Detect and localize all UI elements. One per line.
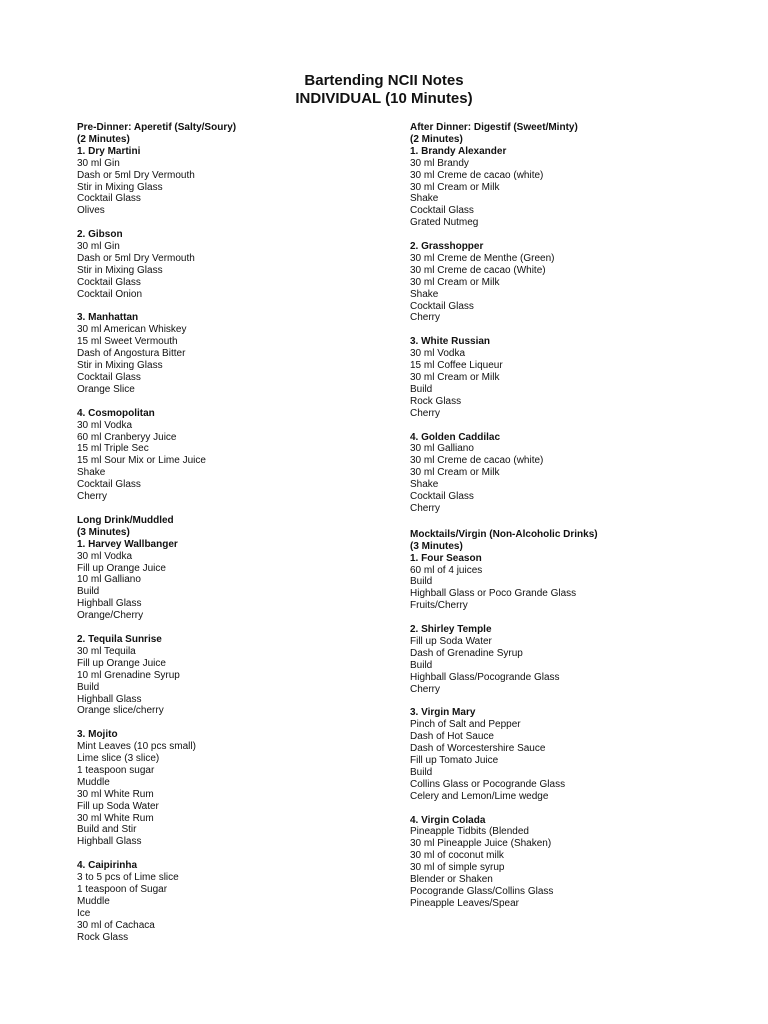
recipe-line: Shake — [410, 479, 439, 491]
drink-recipe — [77, 729, 377, 848]
drink-recipe — [77, 408, 377, 503]
section-heading: Mocktails/Virgin (Non-Alcoholic Drinks) — [410, 528, 598, 540]
drink-name: 2. Shirley Temple — [410, 624, 492, 636]
recipe-line: Highball Glass — [77, 693, 142, 705]
drink-recipe — [410, 432, 730, 515]
recipe-line: Muddle — [77, 776, 110, 788]
drink-name: 2. Tequila Sunrise — [77, 634, 162, 645]
drink-recipe — [77, 312, 377, 395]
section-heading: Long Drink/Muddled — [77, 514, 174, 526]
recipe-line: 15 ml Sweet Vermouth — [77, 336, 178, 348]
recipe-line: Rock Glass — [77, 931, 129, 943]
drink-name: 2. Grasshopper — [410, 241, 484, 253]
recipe-line: Pinch of Salt and Pepper — [410, 719, 521, 731]
recipe-line: Shake — [77, 467, 106, 479]
recipe-line: Highball Glass — [77, 836, 142, 848]
recipe-line: 30 ml White Rum — [77, 788, 154, 800]
recipe-line: 30 ml Vodka — [410, 348, 466, 360]
recipe-line: Pineapple Tidbits (Blended — [410, 826, 529, 838]
recipe-line: Build — [410, 383, 433, 395]
drink-name: 3. Manhattan — [77, 312, 139, 324]
recipe-line: Rock Glass — [410, 395, 462, 407]
section — [77, 122, 377, 503]
drink-recipe — [410, 146, 730, 229]
recipe-line: Build — [410, 659, 433, 671]
drink-recipe — [77, 229, 377, 300]
recipe-line: 15 ml Sour Mix or Lime Juice — [77, 455, 206, 467]
drink-name: 3. White Russian — [410, 336, 491, 348]
recipe-line: Orange slice/cherry — [77, 705, 164, 717]
recipe-line: Highball Glass or Poco Grande Glass — [410, 588, 577, 600]
drink-recipe — [410, 336, 730, 419]
drink-name: 4. Virgin Colada — [410, 814, 486, 826]
recipe-line: Stir in Mixing Glass — [77, 181, 163, 193]
recipe-line: 30 ml Vodka — [77, 419, 133, 431]
recipe-line: Lime slice (3 slice) — [77, 753, 160, 765]
recipe-line: 30 ml Cream or Milk — [410, 467, 500, 479]
recipe-line: Stir in Mixing Glass — [77, 264, 163, 276]
recipe-line: 30 ml Creme de cacao (white) — [410, 169, 544, 181]
recipe-line: Cocktail Glass — [410, 491, 474, 503]
recipe-line: 15 ml Coffee Liqueur — [410, 360, 503, 372]
recipe-line: 30 ml Creme de cacao (White) — [410, 264, 546, 276]
drink-name: 4. Cosmopolitan — [77, 407, 155, 419]
recipe-line: 30 ml Cream or Milk — [410, 181, 500, 193]
recipe-line: 30 ml Galliano — [410, 443, 474, 455]
section-time: (3 Minutes) — [410, 540, 463, 552]
drink-recipe — [410, 241, 730, 324]
recipe-line: Grated Nutmeg — [410, 217, 479, 229]
recipe-line: 1 teaspoon sugar — [77, 764, 155, 776]
recipe-line: Cherry — [410, 683, 441, 695]
recipe-line: Cherry — [77, 491, 108, 503]
recipe-line: Dash of Grenadine Syrup — [410, 647, 523, 659]
recipe-line: Cocktail Glass — [410, 205, 474, 217]
recipe-line: Collins Glass or Pocogrande Glass — [410, 778, 566, 790]
recipe-line: 60 ml of 4 juices — [410, 564, 483, 576]
recipe-line: Shake — [410, 288, 439, 300]
section-heading: Pre-Dinner: Aperetif (Salty/Soury) — [77, 122, 237, 133]
recipe-line: 30 ml of simple syrup — [410, 862, 505, 874]
recipe-line: Cocktail Onion — [77, 288, 143, 300]
section-time: (2 Minutes) — [77, 133, 130, 145]
recipe-line: Highball Glass — [77, 598, 142, 610]
drink-recipe — [77, 634, 377, 717]
recipe-line: Fill up Tomato Juice — [410, 755, 499, 767]
recipe-line: 30 ml Gin — [77, 157, 120, 169]
recipe-line: 30 ml Creme de cacao (white) — [410, 455, 544, 467]
title-line-2: INDIVIDUAL (10 Minutes) — [295, 90, 473, 107]
recipe-line: Cocktail Glass — [77, 193, 141, 205]
recipe-line: Mint Leaves (10 pcs small) — [77, 741, 196, 753]
section-heading: After Dinner: Digestif (Sweet/Minty) — [410, 122, 578, 133]
recipe-line: Dash of Hot Sauce — [410, 731, 494, 743]
recipe-line: 30 ml of Cachaca — [77, 919, 155, 931]
recipe-line: 60 ml Cranberyy Juice — [77, 431, 177, 443]
section — [77, 515, 377, 944]
recipe-line: Fill up Orange Juice — [77, 562, 166, 574]
recipe-line: 30 ml of coconut milk — [410, 850, 504, 862]
recipe-line: 1 teaspoon of Sugar — [77, 884, 168, 895]
recipe-line: 30 ml Vodka — [77, 550, 133, 562]
recipe-line: Olives — [77, 205, 105, 217]
recipe-line: Dash of Worcestershire Sauce — [410, 743, 546, 755]
drink-name: 1. Dry Martini — [77, 145, 141, 157]
recipe-line: Ice — [77, 907, 91, 919]
recipe-line: Cocktail Glass — [77, 372, 141, 383]
recipe-line: 30 ml Creme de Menthe (Green) — [410, 252, 555, 264]
drink-name: 1. Brandy Alexander — [410, 145, 507, 157]
drink-recipe — [77, 146, 377, 217]
drink-recipe — [77, 860, 377, 943]
recipe-line: Cherry — [410, 502, 441, 514]
drink-name: 1. Harvey Wallbanger — [77, 538, 178, 550]
recipe-line: Highball Glass/Pocogrande Glass — [410, 671, 560, 683]
recipe-line: 30 ml Brandy — [410, 157, 469, 169]
drink-recipe — [410, 707, 730, 802]
recipe-line: Dash or 5ml Dry Vermouth — [77, 169, 195, 181]
recipe-line: Stir in Mixing Glass — [77, 360, 163, 372]
recipe-line: Cocktail Glass — [410, 300, 474, 312]
recipe-line: Orange Slice — [77, 383, 135, 395]
recipe-line: Pineapple Leaves/Spear — [410, 897, 519, 909]
recipe-line: Cherry — [410, 312, 441, 324]
drink-recipe — [410, 553, 730, 613]
recipe-line: Celery and Lemon/Lime wedge — [410, 790, 549, 802]
recipe-line: 30 ml Cream or Milk — [410, 372, 500, 383]
right-column — [410, 122, 730, 910]
recipe-line: Build — [77, 681, 100, 693]
recipe-line: 10 ml Grenadine Syrup — [77, 669, 180, 681]
recipe-line: Build and Stir — [77, 824, 137, 836]
recipe-line: 15 ml Triple Sec — [77, 443, 149, 455]
recipe-line: 30 ml American Whiskey — [77, 324, 187, 336]
recipe-line: 30 ml Tequila — [77, 645, 136, 657]
title-line-1: Bartending NCII Notes — [304, 72, 464, 89]
recipe-line: 10 ml Galliano — [77, 574, 141, 586]
drink-name: 3. Mojito — [77, 729, 118, 741]
recipe-line: Pocogrande Glass/Collins Glass — [410, 886, 554, 897]
recipe-line: Muddle — [77, 895, 110, 907]
recipe-line: Fill up Orange Juice — [77, 657, 166, 669]
recipe-line: 3 to 5 pcs of Lime slice — [77, 872, 179, 884]
section — [410, 529, 730, 910]
recipe-line: Cocktail Glass — [77, 479, 141, 491]
recipe-line: Cocktail Glass — [77, 276, 141, 288]
recipe-line: Dash of Angostura Bitter — [77, 348, 186, 360]
recipe-line: Shake — [410, 193, 439, 205]
section-time: (3 Minutes) — [77, 526, 130, 538]
drink-name: 2. Gibson — [77, 229, 123, 241]
section — [410, 122, 730, 515]
recipe-line: 30 ml White Rum — [77, 812, 154, 824]
drink-name: 1. Four Season — [410, 552, 482, 564]
recipe-line: 30 ml Gin — [77, 241, 120, 253]
recipe-line: 30 ml Pineapple Juice (Shaken) — [410, 838, 552, 850]
recipe-line: Fill up Soda Water — [410, 636, 492, 647]
left-column — [77, 122, 377, 944]
drink-recipe — [77, 539, 377, 622]
recipe-line: Fill up Soda Water — [77, 800, 159, 812]
recipe-line: 30 ml Cream or Milk — [410, 276, 500, 288]
recipe-line: Cherry — [410, 407, 441, 419]
recipe-line: Build — [77, 586, 100, 598]
drink-name: 4. Caipirinha — [77, 860, 138, 872]
document-title — [0, 72, 768, 108]
recipe-line: Build — [410, 576, 433, 588]
drink-recipe — [410, 624, 730, 695]
drink-name: 4. Golden Caddilac — [410, 431, 501, 443]
recipe-line: Blender or Shaken — [410, 874, 493, 886]
section-time: (2 Minutes) — [410, 133, 463, 145]
drink-name: 3. Virgin Mary — [410, 707, 476, 719]
drink-recipe — [410, 815, 730, 910]
recipe-line: Fruits/Cherry — [410, 600, 468, 612]
recipe-line: Orange/Cherry — [77, 610, 144, 622]
recipe-line: Build — [410, 766, 433, 778]
recipe-line: Dash or 5ml Dry Vermouth — [77, 252, 195, 264]
